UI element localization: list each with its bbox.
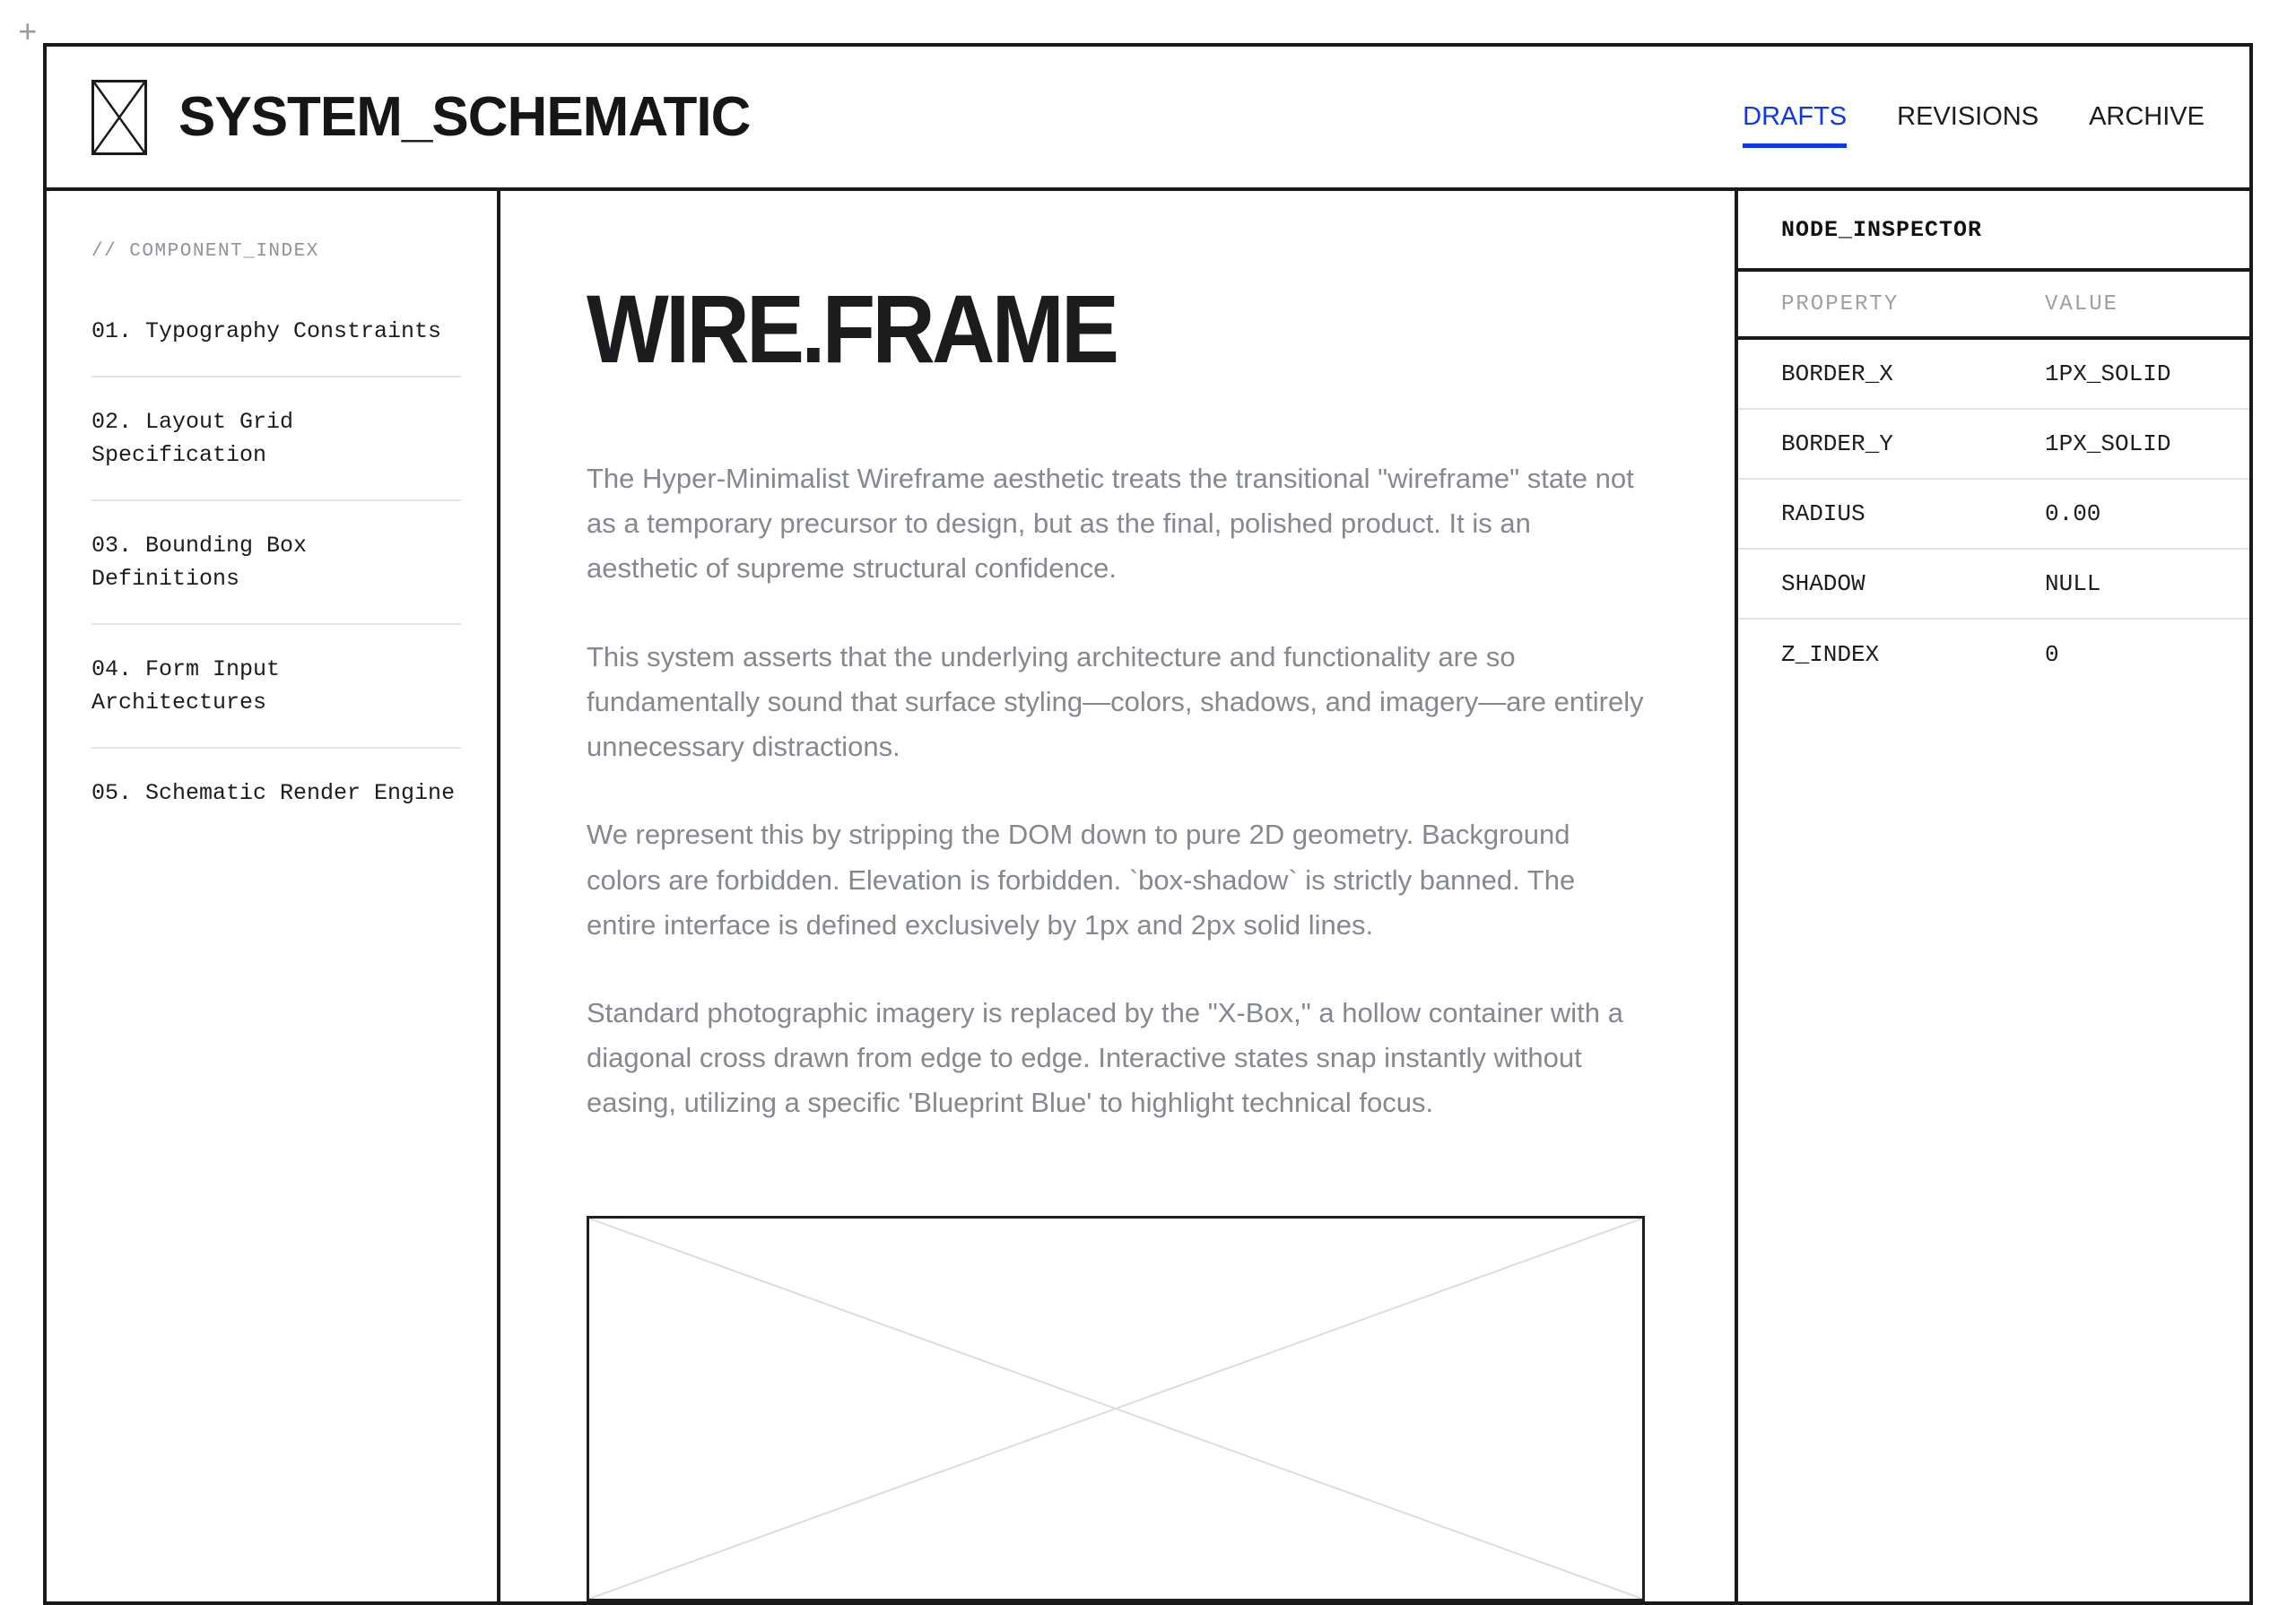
sidebar-component-index xyxy=(47,191,500,1601)
app-title: SYSTEM_SCHEMATIC xyxy=(178,86,751,148)
inspector-row-radius[interactable] xyxy=(1738,480,2249,550)
inspector-title: NODE_INSPECTOR xyxy=(1738,191,2249,272)
sidebar-item-layout-grid-specification[interactable]: 02. Layout Grid Specification xyxy=(91,377,461,501)
body-paragraph: The Hyper-Minimalist Wireframe aesthetic treats the transitional "wireframe" state not as a temporary precursor to design, but as the final, polished product. It is an aesthetic of supreme structural confidence. xyxy=(587,463,1634,585)
sidebar-item-schematic-render-engine[interactable]: 05. Schematic Render Engine xyxy=(91,780,456,806)
inspector-row-border-y[interactable] xyxy=(1738,410,2249,480)
main-article xyxy=(500,191,1735,1601)
property-name: BORDER_Y xyxy=(1781,430,1893,457)
property-name: BORDER_X xyxy=(1781,360,1893,387)
component-index-label: // COMPONENT_INDEX xyxy=(91,241,319,262)
property-name: SHADOW xyxy=(1781,570,1866,597)
column-header-value: VALUE xyxy=(2045,291,2119,317)
property-value: 0 xyxy=(2045,641,2059,668)
nav-item-archive[interactable]: ARCHIVE xyxy=(2089,102,2205,131)
body-paragraph: This system asserts that the underlying architecture and functionality are so fundamentally sound that surface styling—colors, shadows, and imagery—are entirely unnecessary distractions. xyxy=(587,640,1644,763)
column-header-property: PROPERTY xyxy=(1781,291,1900,317)
nav-item-revisions[interactable]: REVISIONS xyxy=(1897,102,2039,131)
body-paragraph: Standard photographic imagery is replaced by the "X-Box," a hollow container with a diagonal cross drawn from edge to edge. Interactive states snap instantly without easing, utilizing a specific 'Blueprint Blue' to highlight technical focus. xyxy=(587,996,1623,1119)
property-value: 1PX_SOLID xyxy=(2045,430,2171,457)
nav-item-drafts[interactable]: DRAFTS xyxy=(1743,102,1848,131)
inspector-row-shadow[interactable] xyxy=(1738,550,2249,620)
x-box-logo-icon xyxy=(91,80,147,155)
sidebar-item-form-input-architectures[interactable]: 04. Form Input Architectures xyxy=(91,625,461,749)
property-name: RADIUS xyxy=(1781,500,1866,527)
body-paragraph: We represent this by stripping the DOM down to pure 2D geometry. Background colors are forbidden. Elevation is forbidden. `box-shadow` is strictly banned. The entire interface is defined exclusively by 1px and 2px solid lines. xyxy=(587,819,1576,941)
x-box-image-placeholder xyxy=(587,1216,1645,1601)
node-inspector-panel xyxy=(1735,191,2249,1601)
property-value: NULL xyxy=(2045,570,2101,597)
crosshair-mark: + xyxy=(18,15,38,52)
inspector-row-z-index[interactable] xyxy=(1738,620,2249,690)
inspector-column-headers xyxy=(1738,272,2249,340)
main-nav xyxy=(1743,102,2205,132)
sidebar-item-bounding-box-definitions[interactable]: 03. Bounding Box Definitions xyxy=(91,501,461,625)
app-frame xyxy=(43,43,2253,1605)
page-title: WIRE.FRAME xyxy=(587,274,1117,383)
sidebar-item-typography-constraints[interactable]: 01. Typography Constraints xyxy=(91,287,461,377)
property-value: 1PX_SOLID xyxy=(2045,360,2171,387)
property-value: 0.00 xyxy=(2045,500,2101,527)
property-name: Z_INDEX xyxy=(1781,641,1880,668)
inspector-row-border-x[interactable] xyxy=(1738,340,2249,410)
app-header xyxy=(47,47,2249,191)
